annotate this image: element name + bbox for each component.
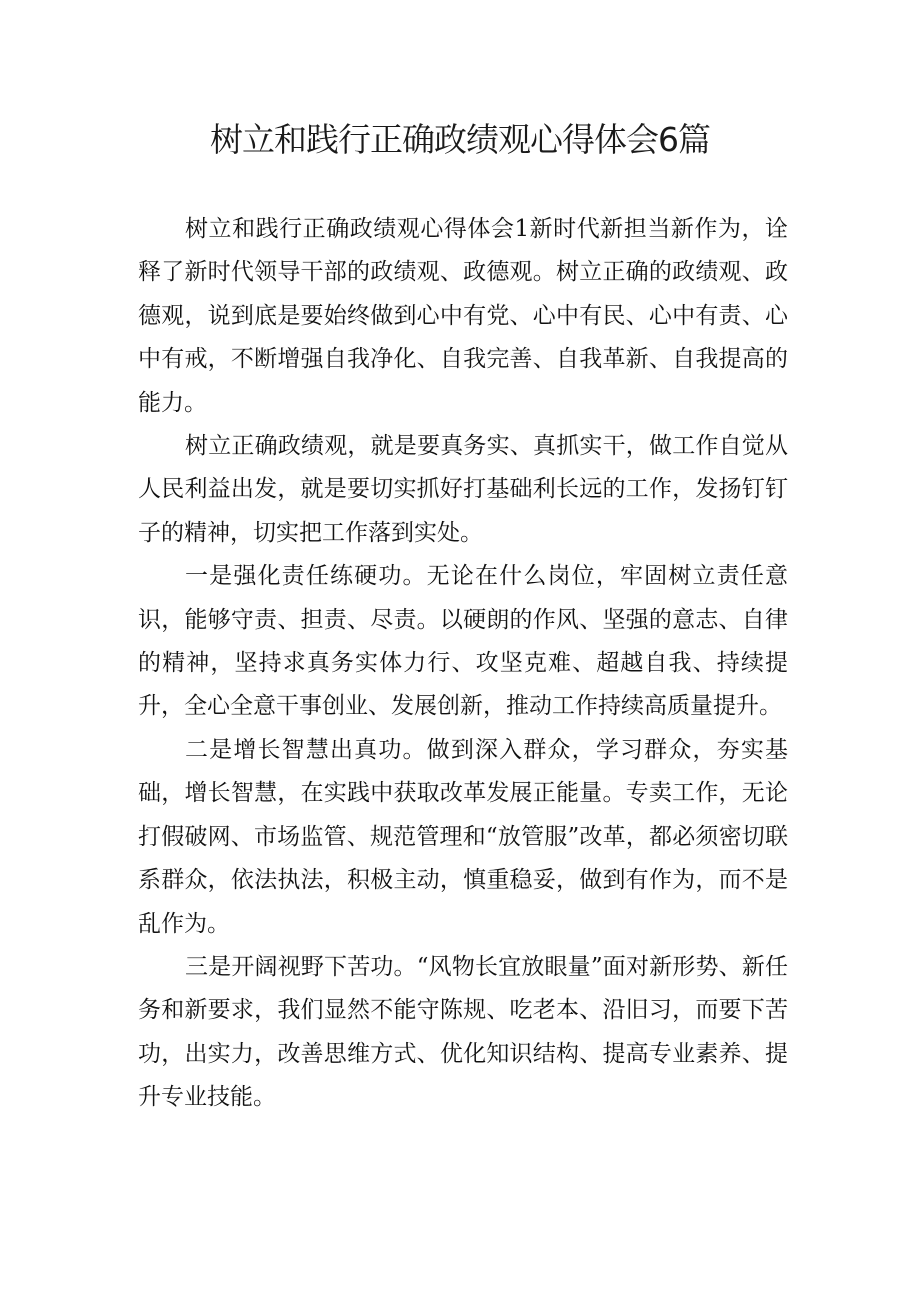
paragraph-2: 树立正确政绩观，就是要真务实、真抓实干，做工作自觉从人民利益出发，就是要切实抓好打基础利长远的工作，发扬钉钉子的精神，切实把工作落到实处。	[138, 433, 788, 546]
document-title: 树立和践行正确政绩观心得体会6篇	[210, 120, 710, 159]
document-body	[138, 208, 788, 1120]
paragraph-3: 一是强化责任练硬功。无论在什么岗位，牢固树立责任意识，能够守责、担责、尽责。以硬朗的作风、坚强的意志、自律的精神，坚持求真务实体力行、攻坚克难、超越自我、持续提升，全心全意干事创业、发展创新，推动工作持续高质量提升。	[138, 563, 788, 720]
paragraph-4: 二是增长智慧出真功。做到深入群众，学习群众，夯实基础，增长智慧，在实践中获取改革发展正能量。专卖工作，无论打假破网、市场监管、规范管理和“放管服”改革，都必须密切联系群众，依法执法，积极主动，慎重稳妥，做到有作为，而不是乱作为。	[138, 736, 788, 937]
paragraph-1: 树立和践行正确政绩观心得体会1新时代新担当新作为，诠释了新时代领导干部的政绩观、政德观。树立正确的政绩观、政德观，说到底是要始终做到心中有党、心中有民、心中有责、心中有戒，不断增强自我净化、自我完善、自我革新、自我提高的能力。	[138, 216, 788, 416]
paragraph-5: 三是开阔视野下苦功。“风物长宜放眼量”面对新形势、新任务和新要求，我们显然不能守陈规、吃老本、沿旧习，而要下苦功，出实力，改善思维方式、优化知识结构、提高专业素养、提升专业技能。	[138, 953, 788, 1111]
